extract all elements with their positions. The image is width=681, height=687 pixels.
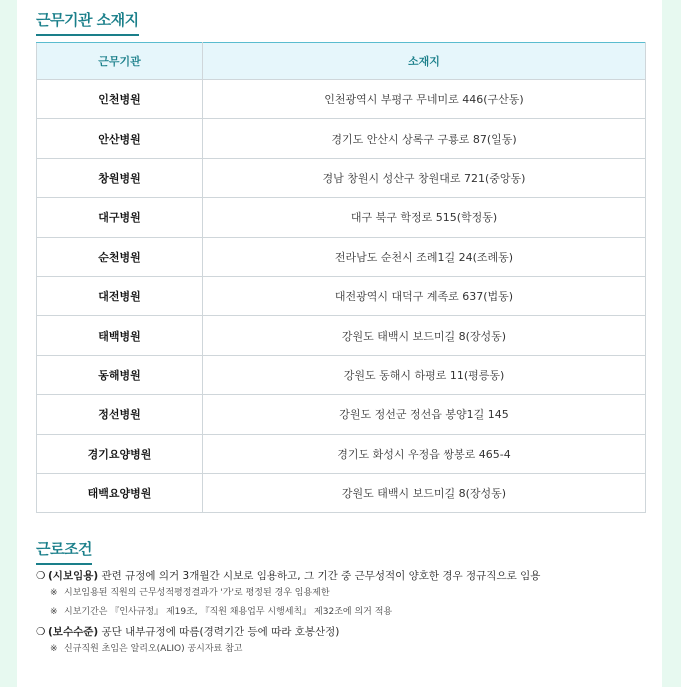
reference-mark-icon: ※ bbox=[50, 588, 58, 598]
institution-name: 태백병원 bbox=[37, 316, 203, 355]
institution-name: 안산병원 bbox=[37, 119, 203, 158]
conditions-list bbox=[36, 568, 656, 659]
column-header-address: 소재지 bbox=[203, 43, 646, 80]
institution-name: 동해병원 bbox=[37, 355, 203, 394]
institution-address: 대전광역시 대덕구 계족로 637(법동) bbox=[203, 276, 646, 315]
condition-text: 관련 규정에 의거 3개월간 시보로 임용하고, 그 기간 중 근무성적이 양호한 경우 정규직으로 임용 bbox=[98, 570, 541, 582]
institution-address: 전라남도 순천시 조례1길 24(조례동) bbox=[203, 237, 646, 276]
condition-text: 공단 내부규정에 따름(경력기간 등에 따라 호봉산정) bbox=[98, 626, 340, 638]
circle-bullet-icon: ❍ bbox=[36, 570, 46, 582]
institution-address: 인천광역시 부평구 무네미로 446(구산동) bbox=[203, 80, 646, 119]
institution-address: 대구 북구 학정로 515(학정동) bbox=[203, 198, 646, 237]
table-row bbox=[37, 316, 646, 355]
column-header-institution: 근무기관 bbox=[37, 43, 203, 80]
table-row bbox=[37, 119, 646, 158]
note-item bbox=[36, 584, 656, 603]
table-row bbox=[37, 434, 646, 473]
institution-address: 경기도 화성시 우정읍 쌍봉로 465-4 bbox=[203, 434, 646, 473]
table-row bbox=[37, 276, 646, 315]
institution-address: 강원도 정선군 정선읍 봉양1길 145 bbox=[203, 395, 646, 434]
institution-address: 경남 창원시 성산구 창원대로 721(중앙동) bbox=[203, 158, 646, 197]
note-text: 신규직원 초임은 알리오(ALIO) 공시자료 참고 bbox=[64, 644, 243, 654]
table-row bbox=[37, 158, 646, 197]
note-item bbox=[36, 640, 656, 659]
note-item bbox=[36, 603, 656, 622]
table-row bbox=[37, 80, 646, 119]
reference-mark-icon: ※ bbox=[50, 607, 58, 617]
condition-salary bbox=[36, 624, 656, 640]
content-panel bbox=[17, 0, 662, 687]
institution-name: 순천병원 bbox=[37, 237, 203, 276]
institution-name: 태백요양병원 bbox=[37, 473, 203, 512]
locations-table bbox=[36, 42, 646, 513]
condition-probation bbox=[36, 568, 656, 584]
institution-address: 강원도 태백시 보드미길 8(장성동) bbox=[203, 316, 646, 355]
note-text: 시보기간은 『인사규정』 제19조, 『직원 채용업무 시행세칙』 제32조에 의거 적용 bbox=[64, 607, 393, 617]
institution-name: 대전병원 bbox=[37, 276, 203, 315]
condition-label: (시보임용) bbox=[48, 570, 99, 582]
section-title-conditions: 근로조건 bbox=[36, 538, 92, 565]
institution-address: 경기도 안산시 상록구 구룡로 87(일동) bbox=[203, 119, 646, 158]
reference-mark-icon: ※ bbox=[50, 644, 58, 654]
institution-address: 강원도 태백시 보드미길 8(장성동) bbox=[203, 473, 646, 512]
condition-label: (보수수준) bbox=[48, 626, 99, 638]
table-row bbox=[37, 473, 646, 512]
section-title-locations: 근무기관 소재지 bbox=[36, 9, 139, 36]
institution-name: 경기요양병원 bbox=[37, 434, 203, 473]
institution-name: 창원병원 bbox=[37, 158, 203, 197]
table-row bbox=[37, 395, 646, 434]
circle-bullet-icon: ❍ bbox=[36, 626, 46, 638]
table-header-row bbox=[37, 43, 646, 80]
institution-name: 정선병원 bbox=[37, 395, 203, 434]
institution-name: 인천병원 bbox=[37, 80, 203, 119]
table-row bbox=[37, 355, 646, 394]
table-row bbox=[37, 237, 646, 276]
institution-name: 대구병원 bbox=[37, 198, 203, 237]
institution-address: 강원도 동해시 하평로 11(평릉동) bbox=[203, 355, 646, 394]
note-text: 시보임용된 직원의 근무성적평정결과가 '가'로 평정된 경우 임용제한 bbox=[64, 588, 330, 598]
table-row bbox=[37, 198, 646, 237]
